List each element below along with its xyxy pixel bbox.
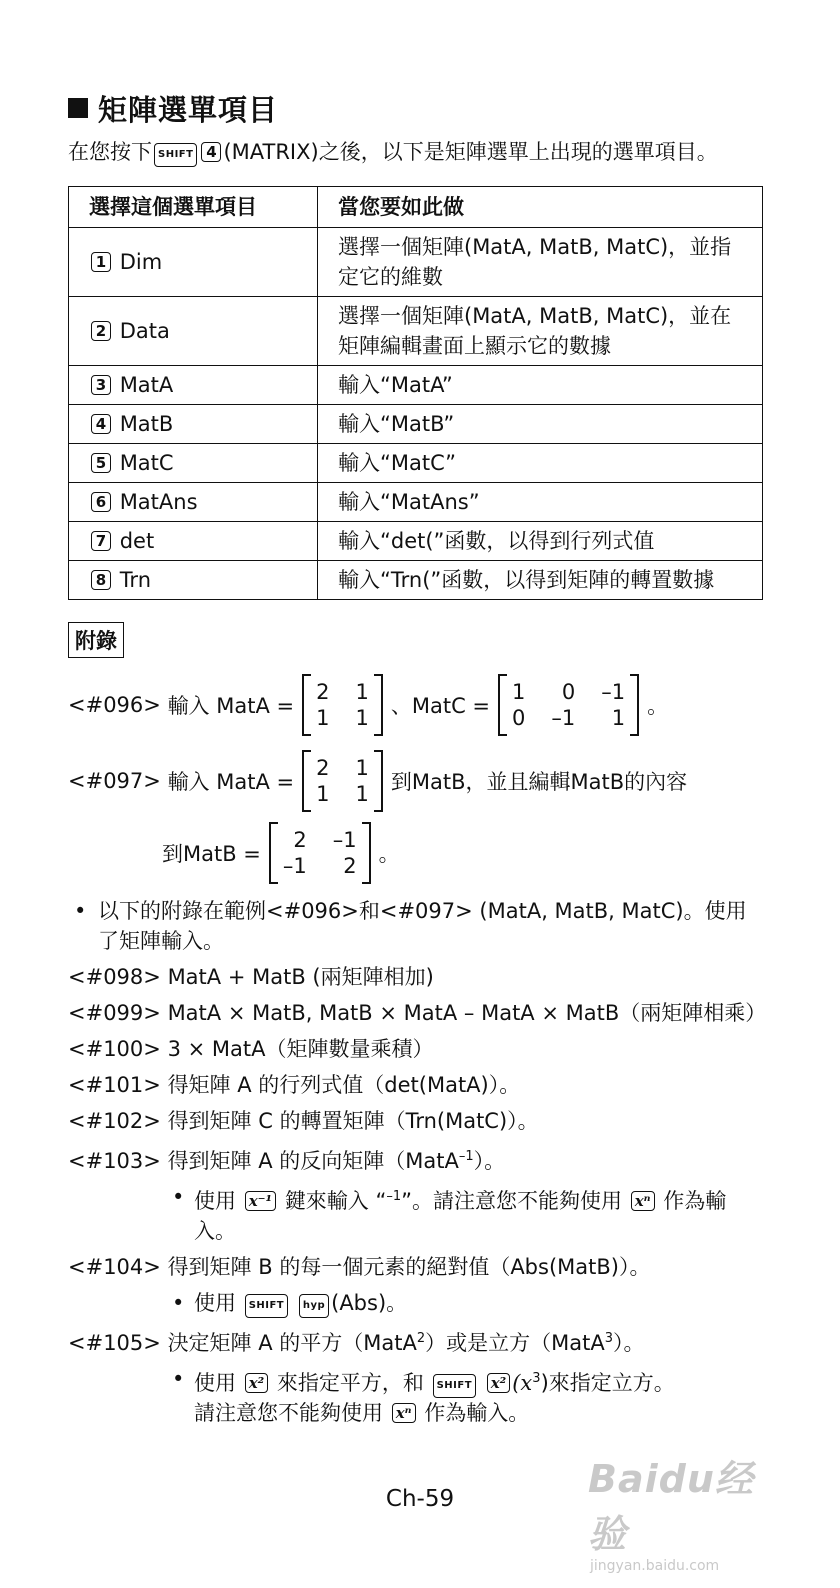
example-text: 得到矩陣 A 的反向矩陣（MatA — [167, 1149, 459, 1173]
matrix-cell: 1 — [355, 680, 369, 704]
matrix-cell: 0 — [561, 680, 576, 704]
menu-item-description: 選擇一個矩陣(MatA, MatB, MatC)，並指定它的維數 — [318, 228, 763, 297]
example-code: <#096> — [68, 693, 161, 717]
note-text: 使用 — [194, 1371, 236, 1395]
number-key-icon: 6 — [91, 492, 111, 512]
superscript: 3 — [604, 1331, 614, 1346]
note-text: 作為輸入。 — [424, 1401, 530, 1425]
menu-item-label: Dim — [119, 250, 163, 274]
square-key-icon: x² — [245, 1373, 269, 1393]
menu-item-description: 輸入“MatC” — [318, 444, 763, 483]
watermark-logo: Baidu经验 — [588, 1457, 754, 1556]
number-key-icon: 5 — [91, 453, 111, 473]
superscript: 3 — [532, 1371, 541, 1386]
menu-item-cell — [69, 483, 318, 522]
page-content — [68, 88, 767, 1430]
hyp-key-icon: hyp — [299, 1294, 329, 1318]
example-text: 。 — [647, 694, 669, 718]
menu-item-cell — [69, 228, 318, 297]
menu-item-cell — [69, 522, 318, 561]
matrix-mat-c — [498, 674, 639, 736]
section-title-text: 矩陣選單項目 — [98, 93, 279, 127]
note-text: 使用 — [194, 1291, 236, 1315]
menu-item-label: MatC — [119, 451, 174, 475]
example-105 — [68, 1324, 763, 1358]
note-text: ”。請注意您不能夠使用 — [401, 1189, 623, 1213]
superscript: –1 — [458, 1149, 474, 1164]
intro-paragraph — [68, 137, 763, 168]
table-row — [69, 483, 763, 522]
example-text: 到MatB，並且編輯MatB的內容 — [390, 770, 688, 794]
menu-item-cell — [69, 366, 318, 405]
superscript: –1 — [386, 1189, 402, 1204]
example-code: <#104> — [68, 1255, 161, 1279]
appendix-label: 附錄 — [68, 622, 124, 658]
matrix-cell: 1 — [611, 706, 626, 730]
matrix-cell: 1 — [316, 706, 330, 730]
matrix-cell: 2 — [293, 828, 307, 852]
power-key-icon: xⁿ — [631, 1191, 655, 1211]
intro-text-after: (MATRIX)之後，以下是矩陣選單上出現的選單項目。 — [223, 140, 718, 164]
example-text: 3 × MatA（矩陣數量乘積） — [167, 1037, 434, 1061]
example-code: <#098> — [68, 965, 161, 989]
example-code: <#099> — [68, 1001, 161, 1025]
menu-item-description: 輸入“MatA” — [318, 366, 763, 405]
example-101 — [68, 1070, 763, 1100]
matrix-cell: 0 — [512, 706, 526, 730]
example-text: ）或是立方（MatA — [425, 1331, 605, 1355]
example-text: 決定矩陣 A 的平方（MatA — [167, 1331, 417, 1355]
note-text: )來指定立方。 — [540, 1371, 675, 1395]
example-105-note — [68, 1364, 763, 1428]
note-text: 作為輸入。 — [194, 1189, 727, 1243]
example-103-note — [68, 1182, 763, 1246]
number-key-icon: 3 — [91, 375, 111, 395]
table-row — [69, 405, 763, 444]
example-code: <#097> — [68, 769, 161, 793]
matrix-cell: –1 — [282, 854, 307, 878]
matrix-cell: 2 — [316, 756, 330, 780]
four-key-icon: 4 — [201, 142, 221, 162]
shift-key-icon: SHIFT — [154, 143, 197, 167]
example-code: <#105> — [68, 1331, 161, 1355]
note-text: 來指定平方，和 — [276, 1371, 424, 1395]
appendix-note: • 以下的附錄在範例<#096>和<#097> (MatA, MatB, MatC)。使用了矩陣輸入。 — [68, 896, 763, 956]
matrix-menu-table — [68, 186, 763, 600]
menu-item-label: Data — [119, 319, 170, 343]
example-104 — [68, 1252, 763, 1282]
watermark-url: jingyan.baidu.com — [590, 1558, 720, 1574]
example-code: <#103> — [68, 1149, 161, 1173]
header-menu-item: 選擇這個選單項目 — [69, 187, 318, 228]
table-row — [69, 366, 763, 405]
example-text: 得到矩陣 C 的轉置矩陣（Trn(MatC)）。 — [167, 1109, 539, 1133]
matrix-mat-a — [302, 750, 383, 812]
matrix-cell: 1 — [512, 680, 526, 704]
table-row — [69, 561, 763, 600]
example-text: 到MatB = — [162, 842, 261, 866]
baidu-watermark — [588, 1448, 788, 1574]
example-099 — [68, 998, 767, 1028]
matrix-cell: 2 — [343, 854, 357, 878]
example-text: 。 — [378, 842, 400, 866]
menu-item-cell — [69, 405, 318, 444]
header-purpose: 當您要如此做 — [318, 187, 763, 228]
example-096 — [68, 674, 763, 736]
square-bullet-icon — [68, 98, 88, 118]
note-text: 鍵來輸入 “ — [284, 1189, 387, 1213]
section-title — [68, 88, 763, 129]
example-103 — [68, 1142, 763, 1176]
example-102 — [68, 1106, 763, 1136]
example-text: MatA × MatB, MatB × MatA – MatA × MatB（兩矩陣相乘） — [167, 1001, 767, 1025]
menu-item-label: MatB — [119, 412, 174, 436]
table-header-row — [69, 187, 763, 228]
note-text: (Abs)。 — [331, 1291, 408, 1315]
shift-key-icon: SHIFT — [433, 1374, 476, 1398]
menu-item-cell — [69, 297, 318, 366]
power-key-icon: xⁿ — [392, 1403, 416, 1423]
matrix-mat-b — [269, 822, 371, 884]
example-text: 輸入 MatA = — [167, 770, 295, 794]
menu-item-cell — [69, 444, 318, 483]
example-code: <#100> — [68, 1037, 161, 1061]
matrix-mat-a — [302, 674, 383, 736]
menu-item-description: 輸入“MatAns” — [318, 483, 763, 522]
matrix-cell: –1 — [551, 706, 576, 730]
menu-item-description: 選擇一個矩陣(MatA, MatB, MatC)，並在矩陣編輯畫面上顯示它的數據 — [318, 297, 763, 366]
example-097 — [68, 750, 763, 812]
table-row — [69, 444, 763, 483]
number-key-icon: 8 — [91, 570, 111, 590]
example-code: <#101> — [68, 1073, 161, 1097]
example-text: MatA + MatB (兩矩陣相加) — [167, 965, 434, 989]
note-text: 請注意您不能夠使用 — [194, 1401, 383, 1425]
matrix-cell: 2 — [316, 680, 330, 704]
table-row — [69, 297, 763, 366]
inverse-key-icon: x⁻¹ — [245, 1191, 276, 1211]
number-key-icon: 4 — [91, 414, 111, 434]
example-100 — [68, 1034, 763, 1064]
matrix-cell: –1 — [601, 680, 626, 704]
note-text: (x — [512, 1371, 533, 1395]
matrix-cell: –1 — [332, 828, 357, 852]
menu-item-label: det — [119, 529, 155, 553]
menu-item-label: Trn — [119, 568, 152, 592]
example-097-continued — [68, 822, 763, 884]
menu-item-label: MatA — [119, 373, 174, 397]
menu-item-cell — [69, 561, 318, 600]
example-text: 、MatC = — [390, 694, 491, 718]
matrix-cell: 1 — [316, 782, 330, 806]
square-key-icon: x² — [487, 1373, 511, 1393]
example-text: ）。 — [473, 1149, 506, 1173]
example-text: 得到矩陣 B 的每一個元素的絕對值（Abs(MatB)）。 — [167, 1255, 651, 1279]
table-row — [69, 228, 763, 297]
menu-item-description: 輸入“MatB” — [318, 405, 763, 444]
superscript: 2 — [416, 1331, 426, 1346]
matrix-cell: 1 — [355, 782, 369, 806]
note-text: 使用 — [194, 1189, 236, 1213]
table-row — [69, 522, 763, 561]
number-key-icon: 2 — [91, 321, 111, 341]
shift-key-icon: SHIFT — [245, 1294, 288, 1318]
matrix-cell: 1 — [355, 706, 369, 730]
example-text: ）。 — [613, 1331, 645, 1355]
example-104-note — [68, 1288, 763, 1318]
example-text: 輸入 MatA = — [167, 694, 295, 718]
number-key-icon: 1 — [91, 252, 111, 272]
intro-text-before: 在您按下 — [68, 140, 152, 164]
example-code: <#102> — [68, 1109, 161, 1133]
menu-item-description: 輸入“det(”函數，以得到行列式值 — [318, 522, 763, 561]
example-098 — [68, 962, 763, 992]
matrix-cell: 1 — [355, 756, 369, 780]
page-number: Ch-59 — [385, 1486, 455, 1512]
example-text: 得矩陣 A 的行列式值（det(MatA)）。 — [167, 1073, 521, 1097]
number-key-icon: 7 — [91, 531, 111, 551]
menu-item-label: MatAns — [119, 490, 198, 514]
menu-item-description: 輸入“Trn(”函數，以得到矩陣的轉置數據 — [318, 561, 763, 600]
